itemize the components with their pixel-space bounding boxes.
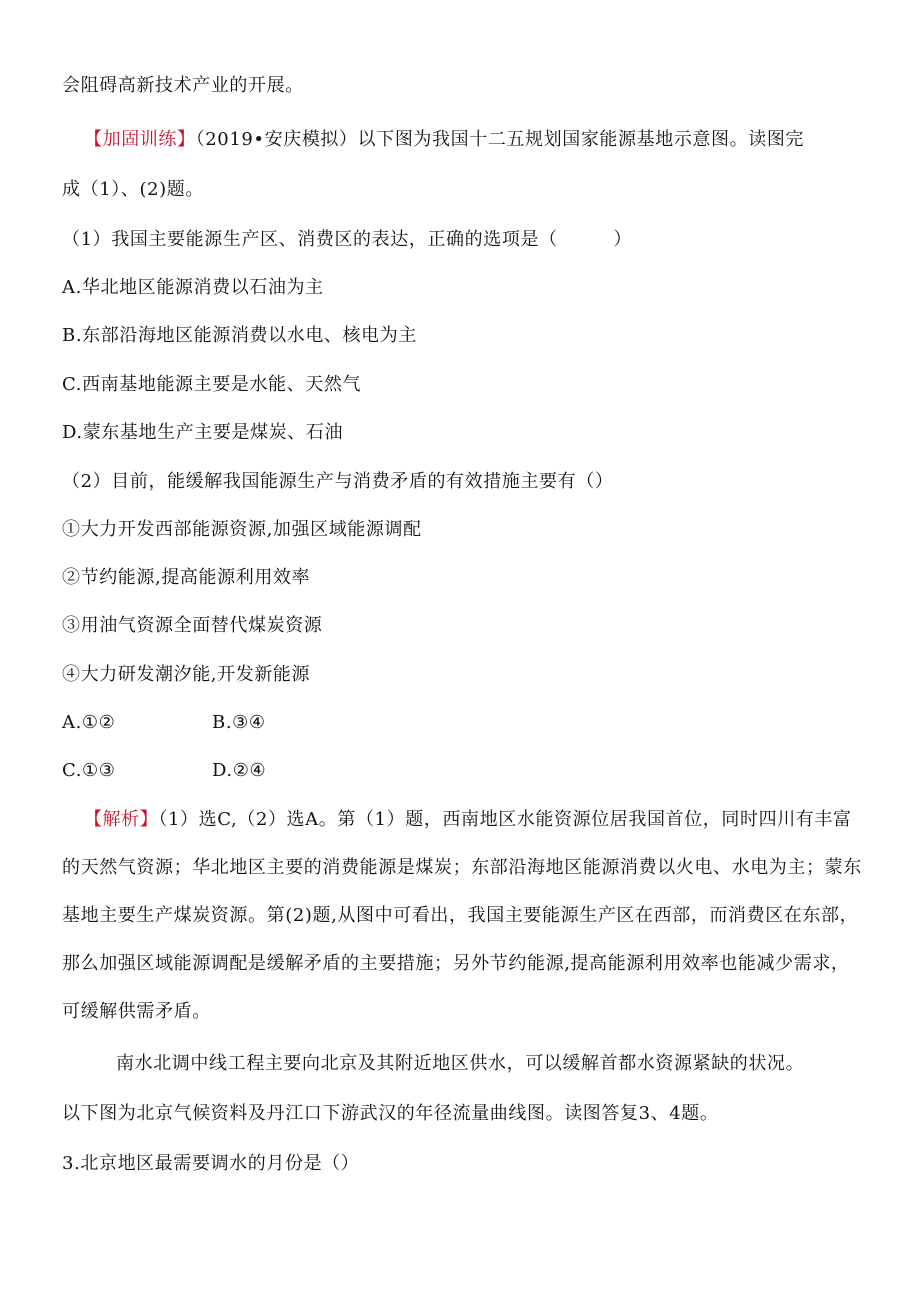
water-line1: 南水北调中线工程主要向北京及其附近地区供水，可以缓解首都水资源紧缺的状况。 bbox=[116, 1053, 805, 1074]
q2-choice-b: B.③④ bbox=[212, 712, 266, 733]
q2-choice-a: A.①② bbox=[62, 712, 116, 733]
analysis-paragraph bbox=[62, 796, 862, 1036]
q1-option-d: D.蒙东基地生产主要是煤炭、石油 bbox=[62, 422, 344, 443]
reinforce-tag: 【加固训练】 bbox=[84, 129, 196, 150]
q2-choices-row2 bbox=[62, 759, 266, 783]
q1-option-a: A.华北地区能源消费以石油为主 bbox=[62, 277, 324, 298]
q2-choice-c: C.①③ bbox=[62, 760, 116, 781]
q1-stem: （1）我国主要能源生产区、消费区的表达，正确的选项是（ ） bbox=[62, 229, 633, 250]
q2-choice-d: D.②④ bbox=[212, 760, 267, 781]
q2-item-1: ①大力开发西部能源资源,加强区域能源调配 bbox=[62, 519, 422, 540]
q2-choices-row1 bbox=[62, 711, 266, 735]
q2-item-3: ③用油气资源全面替代煤炭资源 bbox=[62, 615, 323, 636]
reinforce-intro-line2: 成（1）、(2)题。 bbox=[62, 179, 204, 200]
water-line2: 以下图为北京气候资料及丹江口下游武汉的年径流量曲线图。读图答复3、4题。 bbox=[62, 1103, 719, 1124]
q3-stem: 3.北京地区最需要调水的月份是（） bbox=[62, 1153, 360, 1174]
q1-option-c: C.西南基地能源主要是水能、天然气 bbox=[62, 374, 362, 395]
reinforce-intro-text: （2019•安庆模拟）以下图为我国十二五规划国家能源基地示意图。读图完 bbox=[195, 129, 805, 150]
q2-item-4: ④大力研发潮汐能,开发新能源 bbox=[62, 664, 311, 685]
q1-option-b: B.东部沿海地区能源消费以水电、核电为主 bbox=[62, 325, 417, 346]
q2-stem: （2）目前，能缓解我国能源生产与消费矛盾的有效措施主要有（） bbox=[62, 471, 614, 492]
q2-item-2: ②节约能源,提高能源利用效率 bbox=[62, 567, 311, 588]
analysis-text: （1）选C,（2）选A。第（1）题，西南地区水能资源位居我国首位，同时四川有丰富的天然气资源；华北地区主要的消费能源是煤炭；东部沿海地区能源消费以火电、水电为主；蒙东基地主要生产煤炭资源。第(2)题,从图中可看出，我国主要能源生产区在西部，而消费区在东部，那么加强区域能源调配是缓解矛盾的主要措施；另外节约能源,提高能源利用效率也能减少需求，可缓解供需矛盾。 bbox=[62, 809, 862, 1022]
reinforce-intro-line1 bbox=[84, 128, 804, 152]
analysis-tag: 【解析】 bbox=[84, 809, 159, 830]
top-line: 会阻碍高新技术产业的开展。 bbox=[62, 75, 304, 96]
